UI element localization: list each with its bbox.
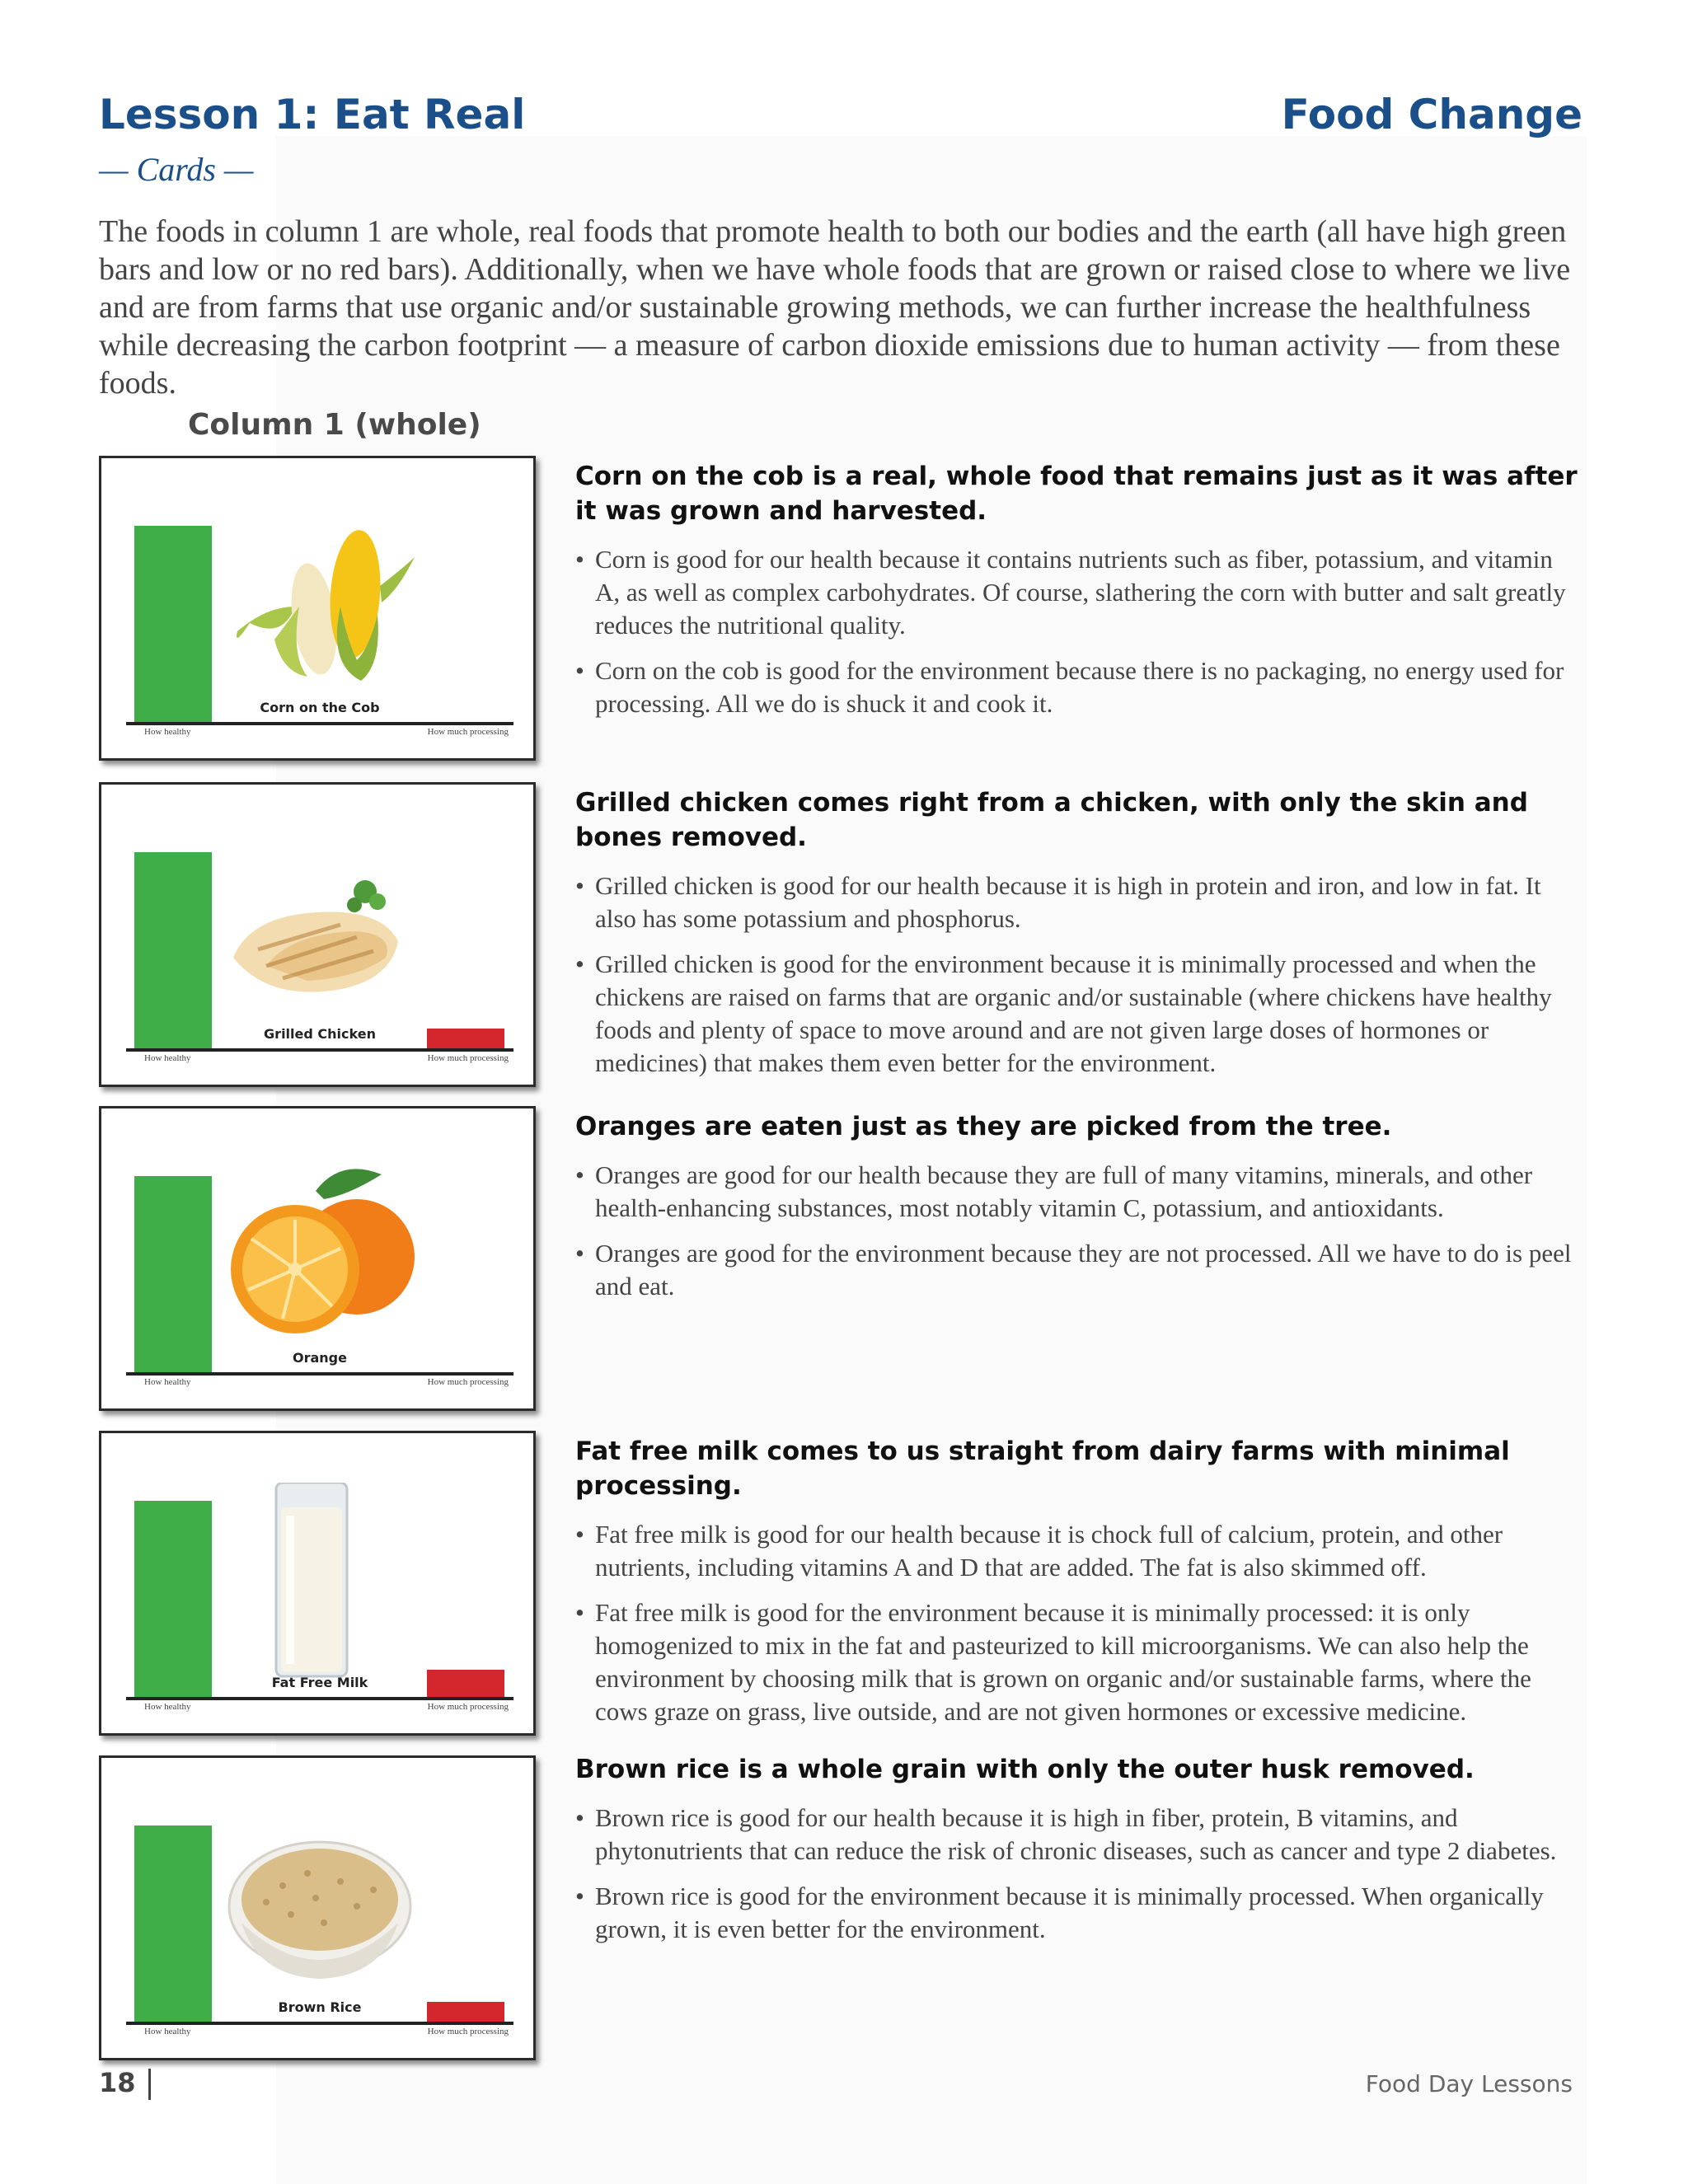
- processing-bar: [427, 1670, 504, 1697]
- corn-icon: [217, 508, 423, 705]
- food-card-chicken: [99, 782, 536, 1087]
- healthy-bar: [134, 526, 212, 722]
- description-heading: Oranges are eaten just as they are picked from the tree.: [575, 1112, 1392, 1141]
- milk-glass-icon: [217, 1483, 423, 1680]
- orange-icon: [217, 1158, 423, 1356]
- rice-bowl-icon: [217, 1807, 423, 2005]
- food-description: [575, 1752, 1581, 1958]
- axis-label-healthy: How healthy: [144, 2027, 191, 2036]
- food-label: Corn on the Cob: [260, 700, 380, 715]
- column-heading: Column 1 (whole): [188, 408, 481, 442]
- axis-baseline: [126, 1372, 513, 1376]
- description-point: • Brown rice is good for the environment because it is minimally processed. When organically grown, it is even better for the environment.: [575, 1880, 1581, 1946]
- page-number: 18: [99, 2067, 136, 2098]
- footer-divider: [148, 2069, 151, 2100]
- axis-label-healthy: How healthy: [144, 1053, 191, 1063]
- healthy-bar: [134, 1825, 212, 2022]
- food-card-milk: [99, 1431, 536, 1736]
- food-label: Brown Rice: [278, 1999, 362, 2015]
- healthy-bar: [134, 852, 212, 1048]
- intro-paragraph: The foods in column 1 are whole, real foods that promote health to both our bodies and the earth (all have high green bars and low or no red bars). Additionally, when we have whole foods that are grown or raised close to where we live and are from farms that use organic and/or sustainable growing methods, we can further increase the healthfulness while decreasing the carbon footprint — a measure of carbon dioxide emissions due to human activity — from these foods.: [99, 214, 1571, 401]
- description-point: • Grilled chicken is good for the environment because it is minimally processed and when the chickens are raised on farms that are organic and/or sustainable (where chickens have healthy foods and plenty of space to move around and are not given large doses of hormones or medicines) that makes them even better for the environment.: [575, 948, 1581, 1080]
- processing-bar: [427, 1029, 504, 1048]
- description-heading: Fat free milk comes to us straight from dairy farms with minimal processing.: [575, 1436, 1510, 1501]
- grilled-chicken-icon: [217, 834, 423, 1032]
- axis-label-processing: How much processing: [427, 727, 509, 737]
- food-description: [575, 785, 1581, 1092]
- lesson-title: Lesson 1: Eat Real: [99, 91, 526, 138]
- description-point: • Brown rice is good for our health because it is high in fiber, protein, B vitamins, and phytonutrients that can reduce the risk of chronic diseases, such as cancer and type 2 diabetes.: [575, 1802, 1581, 1868]
- food-label: Grilled Chicken: [264, 1026, 376, 1042]
- description-point: • Oranges are good for the environment because they are not processed. All we have to do is peel and eat.: [575, 1237, 1581, 1303]
- healthy-bar: [134, 1501, 212, 1697]
- description-point: • Corn on the cob is good for the environment because there is no packaging, no energy used for processing. All we do is shuck it and cook it.: [575, 654, 1581, 720]
- axis-baseline: [126, 2022, 513, 2025]
- description-heading: Brown rice is a whole grain with only the outer husk removed.: [575, 1755, 1475, 1784]
- description-point: • Fat free milk is good for the environment because it is minimally processed: it is only homogenized to mix in the fat and pasteurized to kill microorganisms. We can also help the environment by choosing milk that is grown on organic and/or sustainable farms, where the cows graze on grass, live outside, and are not given hormones or excessive medicine.: [575, 1596, 1581, 1728]
- description-point: • Fat free milk is good for our health because it is chock full of calcium, protein, and other nutrients, including vitamins A and D that are added. The fat is also skimmed off.: [575, 1518, 1581, 1584]
- processing-bar: [427, 2002, 504, 2022]
- axis-label-processing: How much processing: [427, 1377, 509, 1387]
- food-label: Orange: [293, 1350, 347, 1366]
- food-description: [575, 1109, 1581, 1315]
- food-label: Fat Free Milk: [271, 1675, 368, 1690]
- axis-baseline: [126, 1048, 513, 1052]
- axis-label-healthy: How healthy: [144, 727, 191, 737]
- food-description: [575, 459, 1581, 733]
- food-description: [575, 1434, 1581, 1741]
- description-point: • Grilled chicken is good for our health because it is high in protein and iron, and low in fat. It also has some potassium and phosphorus.: [575, 869, 1581, 935]
- description-point: • Oranges are good for our health because they are full of many vitamins, minerals, and other health-enhancing substances, most notably vitamin C, potassium, and antioxidants.: [575, 1159, 1581, 1225]
- description-heading: Corn on the cob is a real, whole food that remains just as it was after it was grown and harvested.: [575, 462, 1578, 526]
- axis-label-processing: How much processing: [427, 2027, 509, 2036]
- section-subtitle: — Cards —: [99, 151, 254, 188]
- axis-label-healthy: How healthy: [144, 1377, 191, 1387]
- axis-label-processing: How much processing: [427, 1053, 509, 1063]
- healthy-bar: [134, 1176, 212, 1372]
- axis-label-healthy: How healthy: [144, 1702, 191, 1712]
- footer-title: Food Day Lessons: [1365, 2070, 1573, 2097]
- axis-baseline: [126, 1697, 513, 1700]
- food-card-brown-rice: [99, 1755, 536, 2060]
- axis-baseline: [126, 722, 513, 725]
- description-point: • Corn is good for our health because it contains nutrients such as fiber, potassium, and vitamin A, as well as complex carbohydrates. Of course, slathering the corn with butter and salt greatly reduces the nutritional quality.: [575, 543, 1581, 642]
- description-heading: Grilled chicken comes right from a chicken, with only the skin and bones removed.: [575, 788, 1528, 852]
- food-card-corn: [99, 456, 536, 761]
- food-card-orange: [99, 1106, 536, 1411]
- lesson-subject: Food Change: [1281, 91, 1582, 138]
- axis-label-processing: How much processing: [427, 1702, 509, 1712]
